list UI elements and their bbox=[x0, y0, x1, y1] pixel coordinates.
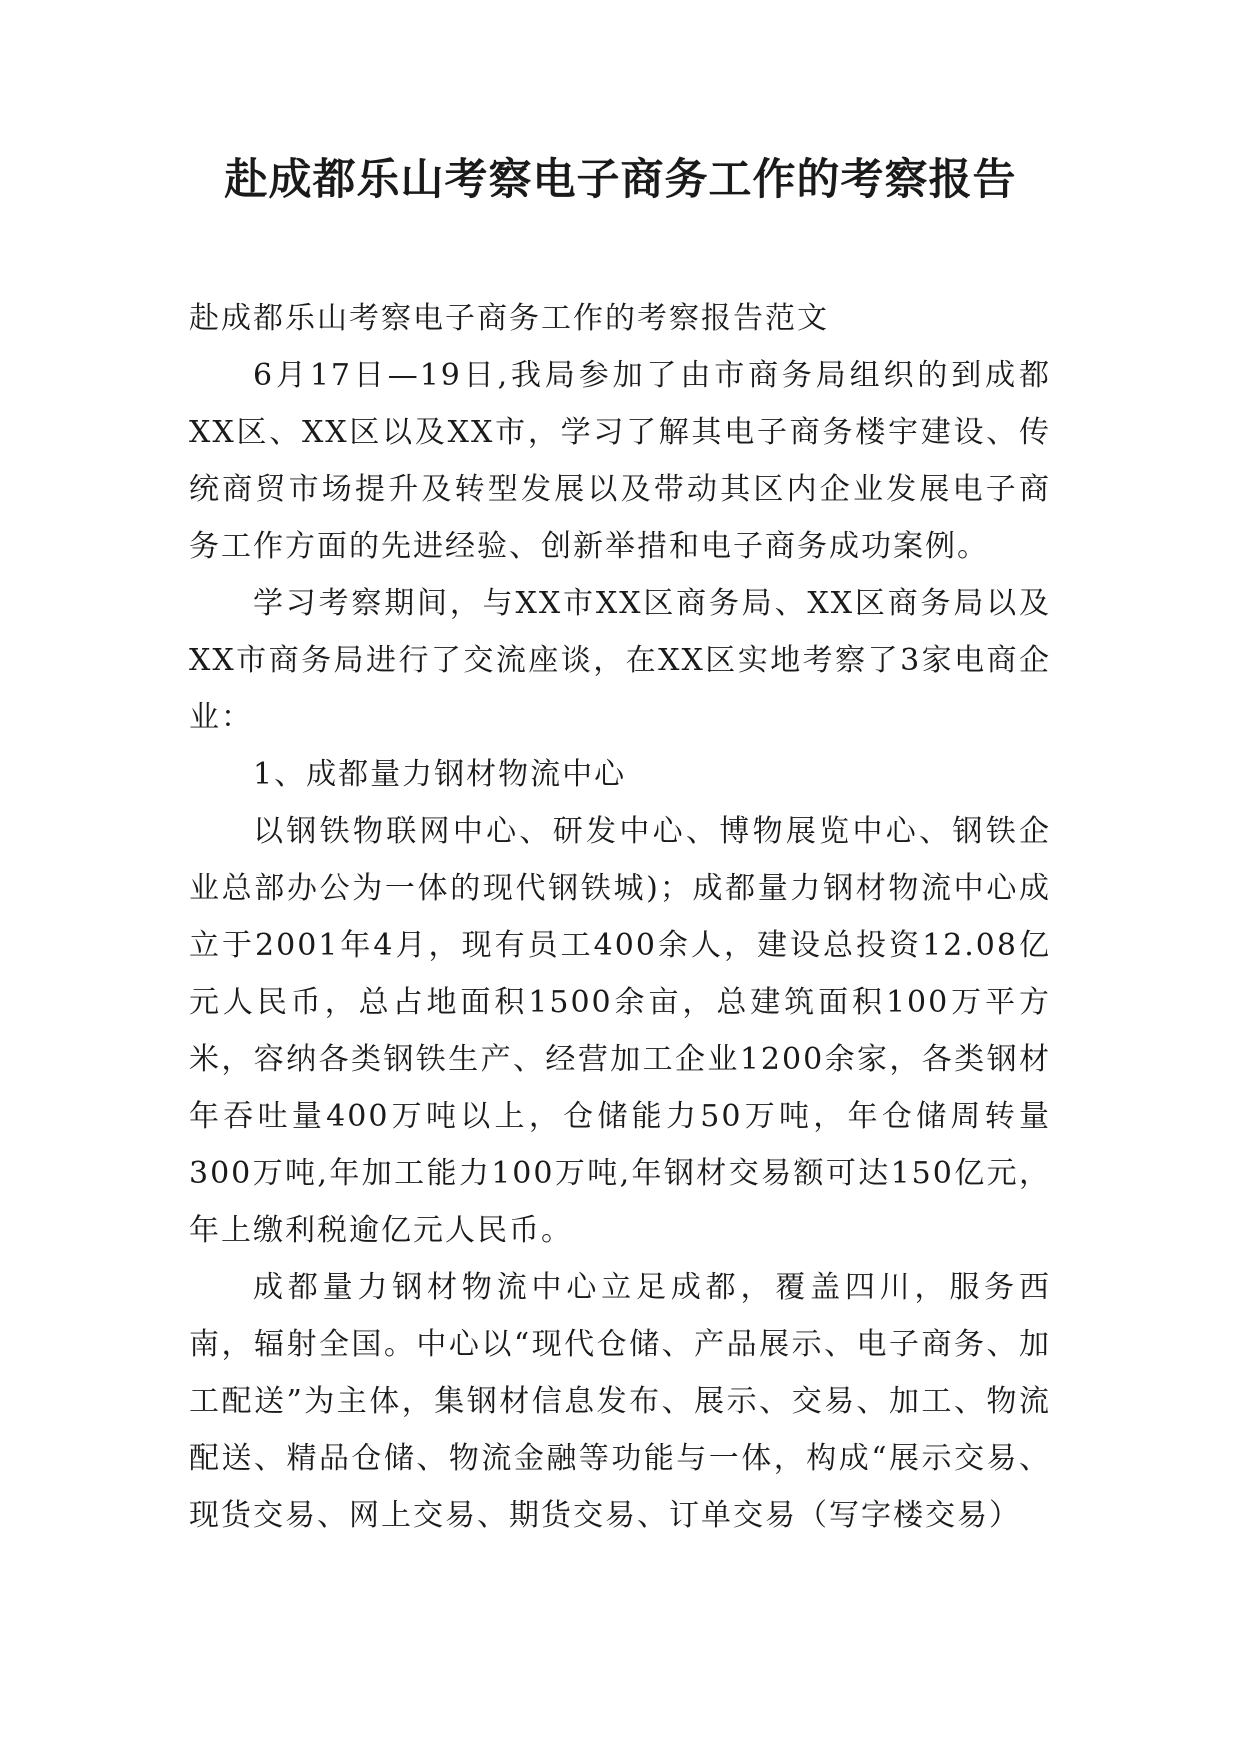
document-title: 赴成都乐山考察电子商务工作的考察报告 bbox=[224, 155, 1017, 205]
paragraph-study-period: 学习考察期间，与XX市XX区商务局、XX区商务局以及XX市商务局进行了交流座谈，在XX区实地考察了3家电商企业： bbox=[189, 586, 1051, 735]
paragraph-subtitle: 赴成都乐山考察电子商务工作的考察报告范文 bbox=[189, 301, 829, 336]
document-body bbox=[189, 290, 1051, 1544]
paragraph-intro: 6月17日—19日,我局参加了由市商务局组织的到成都XX区、XX区以及XX市，学习了解其电子商务楼宇建设、传统商贸市场提升及转型发展以及带动其区内企业发展电子商务工作方面的先进经验、创新举措和电子商务成功案例。 bbox=[189, 358, 1051, 564]
paragraph-heading-item-1: 1、成都量力钢材物流中心 bbox=[253, 757, 627, 792]
paragraph-logistics-center: 以钢铁物联网中心、研发中心、博物展览中心、钢铁企业总部办公为一体的现代钢铁城)；成都量力钢材物流中心成立于2001年4月，现有员工400余人，建设总投资12.08亿元人民币，总占地面积1500余亩，总建筑面积100万平方米，容纳各类钢铁生产、经营加工企业1200余家，各类钢材年吞吐量400万吨以上，仓储能力50万吨，年仓储周转量300万吨,年加工能力100万吨,年钢材交易额可达150亿元，年上缴利税逾亿元人民币。 bbox=[189, 814, 1051, 1248]
paragraph-center-positioning: 成都量力钢材物流中心立足成都，覆盖四川，服务西南，辐射全国。中心以“现代仓储、产品展示、电子商务、加工配送”为主体，集钢材信息发布、展示、交易、加工、物流配送、精品仓储、物流金融等功能与一体，构成“展示交易、现货交易、网上交易、期货交易、订单交易（写字楼交易） bbox=[189, 1270, 1051, 1533]
